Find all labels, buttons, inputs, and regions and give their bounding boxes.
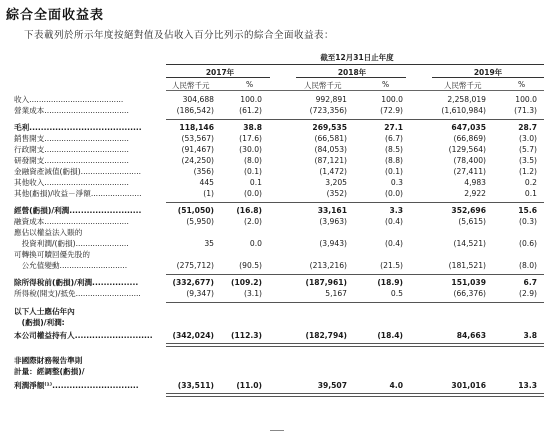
cell-2018-pct: (18.9): [377, 278, 403, 287]
cell-2017-amount: (5,950): [186, 217, 214, 226]
table-row: [0, 306, 554, 317]
row-label: (虧損)/利潤:: [14, 318, 65, 327]
table-row: [0, 188, 554, 199]
cell-2017-pct: 0.1: [249, 178, 262, 187]
cell-2017-amount: 445: [199, 178, 214, 187]
cell-2017-amount: (9,347): [186, 289, 214, 298]
cell-2019-pct: 6.7: [523, 278, 537, 287]
cell-2017-amount: (33,511): [177, 381, 214, 390]
row-label: 本公司權益持有人...........................: [14, 331, 153, 340]
subtotal-rule: [166, 202, 544, 203]
table-row: [0, 330, 554, 341]
cell-2019-amount: 352,696: [451, 206, 486, 215]
cell-2019-pct: (0.6): [518, 239, 537, 248]
cell-2017-pct: (2.0): [243, 217, 262, 226]
cell-2018-pct: (8.5): [384, 145, 403, 154]
cell-2018-amount: 33,161: [317, 206, 347, 215]
table-row: [0, 288, 554, 299]
row-label: 融資成本...................................: [14, 217, 129, 226]
table-row: [0, 260, 554, 271]
row-label: 其他收入...................................: [14, 178, 129, 187]
year-rule-2018: [296, 77, 406, 78]
cell-2018-pct: 100.0: [381, 95, 403, 104]
cell-2017-pct: (0.0): [243, 189, 262, 198]
subtotal-rule: [166, 119, 544, 120]
row-label: 公允值變動............................: [14, 261, 128, 270]
cell-2017-pct: 38.8: [243, 123, 262, 132]
cell-2018-pct: (6.7): [384, 134, 403, 143]
table-row: [0, 355, 554, 366]
row-label: 應佔以權益法入賬的: [14, 228, 83, 237]
cell-2017-amount: 35: [204, 239, 214, 248]
table-row: [0, 238, 554, 249]
table-row: [0, 177, 554, 188]
cell-2019-amount: (14,521): [453, 239, 486, 248]
cell-2019-amount: (1,610,984): [441, 106, 486, 115]
unit-header-2019: 人民幣千元: [444, 81, 482, 90]
pct-header-2017: %: [246, 80, 254, 89]
table-row: [0, 216, 554, 227]
cell-2019-pct: 3.8: [523, 331, 537, 340]
year-header-2018: 2018年: [337, 68, 367, 77]
cell-2017-amount: (332,677): [172, 278, 214, 287]
cell-2019-amount: (5,615): [458, 217, 486, 226]
cell-2018-pct: (72.9): [380, 106, 403, 115]
subtotal-rule: [166, 274, 544, 275]
cell-2019-amount: (27,411): [453, 167, 486, 176]
cell-2018-amount: (84,053): [314, 145, 347, 154]
cell-2018-amount: (87,121): [314, 156, 347, 165]
cell-2018-amount: (3,963): [319, 217, 347, 226]
row-label: 經營(虧損)/利潤.........................: [14, 206, 142, 215]
row-label: 收入.......................................: [14, 95, 124, 104]
cell-2017-pct: (61.2): [239, 106, 262, 115]
cell-2019-amount: (66,869): [453, 134, 486, 143]
cell-2017-amount: (91,467): [181, 145, 214, 154]
row-label: 利潤淨額⁽¹⁾..............................: [14, 381, 139, 390]
cell-2017-amount: (356): [193, 167, 214, 176]
cell-2019-pct: 13.3: [518, 381, 537, 390]
cell-2018-amount: (352): [326, 189, 347, 198]
cell-2018-amount: (66,581): [314, 134, 347, 143]
pct-header-2018: %: [382, 80, 390, 89]
cell-2017-pct: (3.1): [243, 289, 262, 298]
unit-header-2017: 人民幣千元: [172, 81, 210, 90]
cell-2019-pct: 15.6: [518, 206, 537, 215]
cell-2017-pct: (0.1): [243, 167, 262, 176]
cell-2017-pct: 100.0: [240, 95, 262, 104]
year-rule-2017: [166, 77, 270, 78]
table-row: [0, 133, 554, 144]
cell-2019-amount: (181,521): [448, 261, 486, 270]
cell-2019-amount: (66,376): [453, 289, 486, 298]
cell-2019-amount: 2,922: [464, 189, 486, 198]
cell-2019-amount: 151,039: [451, 278, 486, 287]
cell-2017-amount: (342,024): [172, 331, 214, 340]
cell-2017-amount: (53,567): [181, 134, 214, 143]
row-label: 營業成本...................................: [14, 106, 129, 115]
cell-2019-amount: 2,258,019: [447, 95, 486, 104]
page-edge-mark: [270, 430, 284, 431]
row-label: 投資利潤/(虧損)......................: [14, 239, 129, 248]
unit-header-2018: 人民幣千元: [304, 81, 342, 90]
row-label: 研發開支...................................: [14, 156, 129, 165]
cell-2017-pct: (112.3): [231, 331, 262, 340]
table-row: [0, 105, 554, 116]
cell-2019-pct: (8.0): [518, 261, 537, 270]
year-header-2019: 2019年: [473, 68, 503, 77]
cell-2018-pct: 4.0: [389, 381, 403, 390]
cell-2018-amount: 39,507: [317, 381, 347, 390]
table-row: [0, 227, 554, 238]
cell-2017-amount: (1): [203, 189, 214, 198]
cell-2018-pct: (0.4): [384, 217, 403, 226]
cell-2019-pct: (5.7): [518, 145, 537, 154]
period-header: 截至12月31日止年度: [320, 53, 394, 62]
cell-2018-amount: 3,205: [325, 178, 347, 187]
cell-2017-amount: 304,688: [182, 95, 214, 104]
cell-2019-amount: (78,400): [453, 156, 486, 165]
table-row: [0, 277, 554, 288]
cell-2017-pct: 0.0: [249, 239, 262, 248]
row-label: 金融資產減值(虧損).........................: [14, 167, 142, 176]
cell-2017-pct: (16.8): [236, 206, 262, 215]
cell-2017-amount: (24,250): [181, 156, 214, 165]
row-label: 以下人士應佔年內: [14, 307, 75, 316]
cell-2018-amount: (213,216): [309, 261, 347, 270]
cell-2019-amount: 301,016: [451, 381, 486, 390]
cell-2017-amount: (186,542): [176, 106, 214, 115]
cell-2018-pct: (21.5): [380, 261, 403, 270]
table-row: [0, 317, 554, 328]
row-label: 銷售開支...................................: [14, 134, 129, 143]
cell-2019-pct: 100.0: [515, 95, 537, 104]
cell-2017-amount: (275,712): [176, 261, 214, 270]
cell-2018-pct: (8.8): [384, 156, 403, 165]
cell-2019-pct: 0.2: [524, 178, 537, 187]
cell-2018-amount: (1,472): [319, 167, 347, 176]
table-row: [0, 380, 554, 391]
table-row: [0, 249, 554, 260]
cell-2019-pct: (0.3): [518, 217, 537, 226]
cell-2018-pct: 0.5: [390, 289, 403, 298]
cell-2018-amount: (182,794): [305, 331, 347, 340]
cell-2017-pct: (90.5): [239, 261, 262, 270]
cell-2018-amount: (187,961): [305, 278, 347, 287]
cell-2018-pct: 27.1: [384, 123, 403, 132]
year-rule-2019: [432, 77, 544, 78]
cell-2017-pct: (8.0): [243, 156, 262, 165]
row-label: 可轉換可贖回優先股的: [14, 250, 90, 259]
row-label: 非國際財務報告準則: [14, 356, 83, 365]
header-bottom-rule: [166, 90, 544, 91]
cell-2019-pct: (2.9): [518, 289, 537, 298]
cell-2018-pct: 3.3: [389, 206, 403, 215]
cell-2018-amount: 5,167: [325, 289, 347, 298]
row-label: 行政開支...................................: [14, 145, 129, 154]
total-double-rule: [166, 393, 544, 397]
table-row: [0, 155, 554, 166]
row-label: 所得稅(開支)/抵免...........................: [14, 289, 141, 298]
cell-2018-pct: (18.4): [377, 331, 403, 340]
cell-2019-pct: (3.0): [518, 134, 537, 143]
cell-2019-amount: 4,983: [464, 178, 486, 187]
pct-header-2019: %: [518, 80, 526, 89]
row-label: 計量：經調整(虧損)/: [14, 367, 85, 376]
cell-2018-pct: (0.4): [384, 239, 403, 248]
cell-2018-amount: (723,356): [309, 106, 347, 115]
table-row: [0, 144, 554, 155]
cell-2019-pct: (3.5): [518, 156, 537, 165]
intro-text: 下表載列於所示年度按絕對值及佔收入百分比列示的綜合全面收益表：: [24, 30, 335, 41]
total-double-rule: [166, 343, 544, 347]
table-row: [0, 122, 554, 133]
cell-2018-pct: (0.0): [384, 189, 403, 198]
cell-2017-pct: (30.0): [239, 145, 262, 154]
year-header-2017: 2017年: [205, 68, 235, 77]
cell-2019-amount: (129,564): [448, 145, 486, 154]
cell-2019-amount: 647,035: [451, 123, 486, 132]
subtotal-rule: [166, 302, 544, 303]
table-row: [0, 166, 554, 177]
cell-2019-pct: (1.2): [518, 167, 537, 176]
cell-2018-amount: 269,535: [312, 123, 347, 132]
cell-2019-pct: 0.1: [524, 189, 537, 198]
cell-2019-amount: 84,663: [456, 331, 486, 340]
period-rule: [166, 64, 544, 65]
cell-2017-amount: 118,146: [179, 123, 214, 132]
table-row: [0, 94, 554, 105]
cell-2017-pct: (109.2): [231, 278, 262, 287]
cell-2019-pct: 28.7: [518, 123, 537, 132]
row-label: 其他(虧損)/收益－淨額.....................: [14, 189, 142, 198]
statement-title: 綜合全面收益表: [6, 8, 105, 23]
row-label: 除所得稅前(虧損)/利潤................: [14, 278, 139, 287]
cell-2018-pct: (0.1): [384, 167, 403, 176]
cell-2019-pct: (71.3): [514, 106, 537, 115]
cell-2018-amount: (3,943): [319, 239, 347, 248]
cell-2018-amount: 992,891: [315, 95, 347, 104]
cell-2018-pct: 0.3: [390, 178, 403, 187]
row-label: 毛利.......................................: [14, 123, 142, 132]
cell-2017-amount: (51,050): [177, 206, 214, 215]
cell-2017-pct: (11.0): [236, 381, 262, 390]
cell-2017-pct: (17.6): [239, 134, 262, 143]
table-row: [0, 205, 554, 216]
table-row: [0, 366, 554, 377]
